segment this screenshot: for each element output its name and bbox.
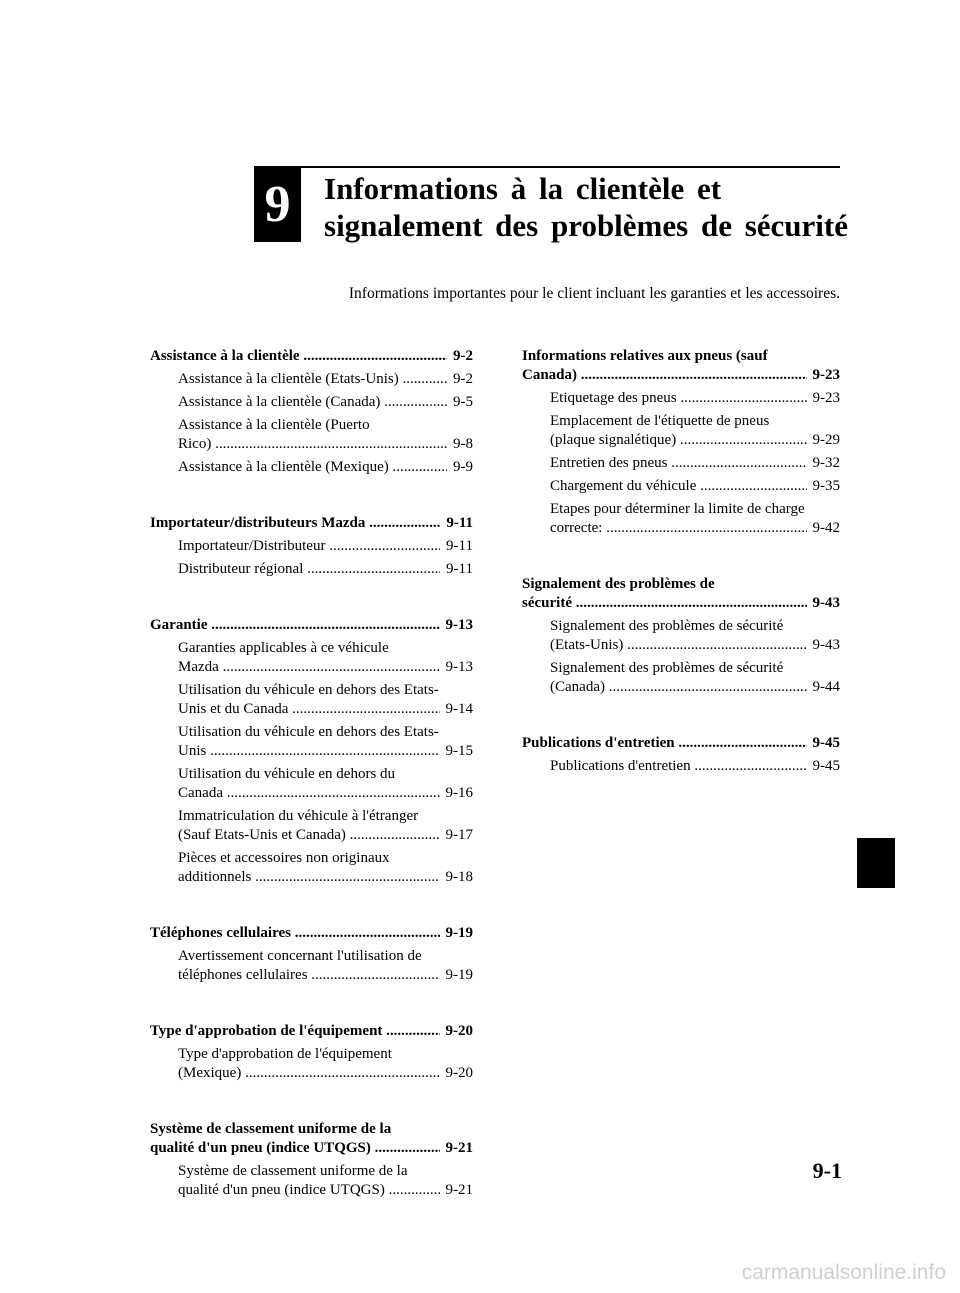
toc-entry-title-line: Utilisation du véhicule en dehors du — [178, 766, 396, 782]
chapter-title — [324, 170, 848, 244]
toc-entry[interactable] — [522, 412, 840, 450]
toc-entry[interactable] — [150, 807, 473, 845]
toc-entry-title-line: (Canada) ..... — [550, 678, 807, 697]
toc-entry-title-line: Etiquetage des pneus ..... — [550, 389, 807, 408]
toc-section-heading-title — [150, 347, 447, 366]
toc-entry-title-line: Avertissement concernant l'utilisation de — [178, 948, 422, 964]
toc-entry[interactable] — [522, 500, 840, 538]
toc-entry-title — [550, 500, 807, 538]
toc-section-heading-title — [522, 734, 807, 753]
toc-entry-title — [550, 477, 807, 496]
toc-entry-title — [178, 560, 440, 579]
toc-entry-title-line: Etapes pour déterminer la limite de charge — [550, 501, 805, 517]
toc-section — [150, 1120, 473, 1200]
toc-entry-title — [178, 1045, 440, 1083]
toc-entry-title-line: Garanties applicables à ce véhicule — [178, 640, 389, 656]
toc-section-heading-title — [150, 1120, 440, 1158]
toc-entry-title-line: Utilisation du véhicule en dehors des Etats- — [178, 682, 439, 698]
toc-section-heading-title-line: Informations relatives aux pneus (sauf — [522, 348, 768, 364]
toc-entry-title-line: correcte: ..... — [550, 519, 807, 538]
toc-entry[interactable] — [522, 454, 840, 473]
toc-section — [150, 924, 473, 985]
toc-entry[interactable] — [150, 1045, 473, 1083]
toc-entry-page: 9-11 — [446, 561, 473, 577]
toc-entry-page: 9-15 — [445, 743, 473, 759]
toc-section-heading-title-line: Importateur/distributeurs Mazda ..... — [150, 514, 440, 533]
chapter-number-badge: 9 — [254, 168, 301, 242]
toc-entry-title-line: Type d'approbation de l'équipement — [178, 1046, 392, 1062]
toc-section-heading-page: 9-19 — [445, 925, 473, 941]
toc-entry[interactable] — [522, 477, 840, 496]
toc-entry[interactable] — [150, 681, 473, 719]
toc-entry-page: 9-17 — [445, 827, 473, 843]
toc-section-heading[interactable] — [150, 1120, 473, 1158]
toc-section-heading-page: 9-43 — [812, 595, 840, 611]
toc-section-heading-title-line: qualité d'un pneu (indice UTQGS) ..... — [150, 1139, 440, 1158]
toc-entry-title-line: Pièces et accessoires non originaux — [178, 850, 390, 866]
watermark: carmanualsonline.info — [741, 1261, 946, 1284]
toc-entry[interactable] — [150, 765, 473, 803]
toc-section-heading-title-line: Signalement des problèmes de — [522, 576, 715, 592]
toc-section-heading[interactable] — [522, 734, 840, 753]
toc-entry-page: 9-13 — [445, 659, 473, 675]
toc-entry-title — [178, 849, 440, 887]
toc-entry-title-line: Rico) ..... — [178, 435, 447, 454]
toc-entry-title-line: Assistance à la clientèle (Canada) ..... — [178, 393, 447, 412]
toc-section-heading-title-line: Type d'approbation de l'équipement ..... — [150, 1022, 440, 1041]
toc-entry-title-line: Entretien des pneus ..... — [550, 454, 807, 473]
toc-section — [150, 347, 473, 477]
toc-entry[interactable] — [150, 370, 473, 389]
toc-section — [522, 575, 840, 697]
toc-entry[interactable] — [522, 617, 840, 655]
toc-section — [522, 734, 840, 776]
toc-section-heading-page: 9-20 — [445, 1023, 473, 1039]
toc-section-heading-page: 9-23 — [812, 367, 840, 383]
toc-entry[interactable] — [150, 537, 473, 556]
toc-entry[interactable] — [150, 393, 473, 412]
toc-section-heading-title-line: Téléphones cellulaires ..... — [150, 924, 440, 943]
toc-entry-title — [550, 454, 807, 473]
toc-entry-title-line: qualité d'un pneu (indice UTQGS) ..... — [178, 1181, 440, 1200]
toc-entry-title-line: Unis et du Canada ..... — [178, 700, 440, 719]
toc-entry-page: 9-5 — [453, 394, 473, 410]
toc-section-heading-title-line: Système de classement uniforme de la — [150, 1121, 392, 1137]
toc-entry-title-line: Importateur/Distributeur ..... — [178, 537, 440, 556]
toc-entry-title — [550, 389, 807, 408]
toc-entry-title — [178, 807, 440, 845]
toc-entry-page: 9-2 — [453, 371, 473, 387]
toc-section-heading-title — [150, 1022, 440, 1041]
toc-entry-page: 9-21 — [445, 1182, 473, 1198]
header-rule — [254, 166, 840, 168]
toc-entry[interactable] — [150, 723, 473, 761]
toc-right-column — [522, 347, 840, 813]
toc-entry-title — [178, 458, 447, 477]
toc-section-heading-page: 9-21 — [445, 1140, 473, 1156]
toc-entry-title-line: Emplacement de l'étiquette de pneus — [550, 413, 770, 429]
toc-section-heading[interactable] — [522, 347, 840, 385]
toc-entry-title — [550, 617, 807, 655]
toc-entry-title — [178, 1162, 440, 1200]
toc-entry-title — [178, 639, 440, 677]
toc-section-heading-title-line: Publications d'entretien ..... — [522, 734, 807, 753]
toc-section-heading-page: 9-13 — [445, 617, 473, 633]
toc-section-heading-page: 9-2 — [453, 348, 473, 364]
toc-section-heading[interactable] — [150, 1022, 473, 1041]
toc-section-heading-title-line: Canada) ..... — [522, 366, 807, 385]
toc-section — [150, 514, 473, 579]
toc-entry-page: 9-8 — [453, 436, 473, 452]
toc-entry-title — [178, 681, 440, 719]
toc-section-heading-title-line: sécurité ..... — [522, 594, 807, 613]
chapter-title-line-2: signalement des problèmes de sécurité — [324, 208, 848, 243]
toc-section-heading-title — [150, 616, 440, 635]
toc-entry-page: 9-29 — [812, 432, 840, 448]
toc-entry[interactable] — [150, 639, 473, 677]
toc-section-heading-title — [522, 347, 807, 385]
toc-entry-title-line: (Sauf Etats-Unis et Canada) ..... — [178, 826, 440, 845]
toc-entry-title-line: (Etats-Unis) ..... — [550, 636, 807, 655]
toc-entry-page: 9-16 — [445, 785, 473, 801]
toc-entry-page: 9-11 — [446, 538, 473, 554]
toc-entry[interactable] — [522, 659, 840, 697]
toc-entry-title — [178, 765, 440, 803]
toc-entry-title-line: Mazda ..... — [178, 658, 440, 677]
toc-entry-title-line: Assistance à la clientèle (Etats-Unis) ..... — [178, 370, 447, 389]
toc-entry-title-line: Système de classement uniforme de la — [178, 1163, 408, 1179]
toc-entry[interactable] — [522, 757, 840, 776]
toc-entry-title-line: Chargement du véhicule ..... — [550, 477, 807, 496]
toc-section-heading-title-line: Assistance à la clientèle ..... — [150, 347, 447, 366]
toc-entry-title-line: Unis ..... — [178, 742, 440, 761]
toc-entry-title-line: Immatriculation du véhicule à l'étranger — [178, 808, 419, 824]
toc-entry[interactable] — [150, 458, 473, 477]
toc-entry-title — [178, 393, 447, 412]
toc-entry-title-line: Signalement des problèmes de sécurité — [550, 618, 784, 634]
toc-entry[interactable] — [150, 947, 473, 985]
toc-section — [150, 1022, 473, 1083]
toc-section — [150, 616, 473, 887]
toc-entry-page: 9-45 — [812, 758, 840, 774]
chapter-title-line-1: Informations à la clientèle et — [324, 171, 722, 206]
toc-entry-page: 9-32 — [812, 455, 840, 471]
chapter-thumb-tab — [857, 838, 895, 888]
toc-entry-page: 9-44 — [812, 679, 840, 695]
toc-entry-title-line: (Mexique) ..... — [178, 1064, 440, 1083]
toc-section-heading[interactable] — [150, 347, 473, 366]
toc-entry-title-line: téléphones cellulaires ..... — [178, 966, 440, 985]
toc-entry-title-line: Utilisation du véhicule en dehors des Etats- — [178, 724, 439, 740]
toc-entry-page: 9-19 — [445, 967, 473, 983]
toc-section-heading-title — [150, 514, 440, 533]
toc-entry-page: 9-42 — [812, 520, 840, 536]
toc-entry-title-line: Assistance à la clientèle (Mexique) ..... — [178, 458, 447, 477]
toc-entry[interactable] — [150, 560, 473, 579]
toc-entry-page: 9-43 — [812, 637, 840, 653]
toc-entry[interactable] — [150, 1162, 473, 1200]
toc-section-heading-page: 9-45 — [812, 735, 840, 751]
toc-entry-page: 9-9 — [453, 459, 473, 475]
toc-entry-title — [178, 947, 440, 985]
toc-entry-page: 9-18 — [445, 869, 473, 885]
toc-section-heading-title — [522, 575, 807, 613]
toc-entry-title-line: Assistance à la clientèle (Puerto — [178, 417, 370, 433]
toc-entry-title — [550, 757, 807, 776]
toc-entry-title-line: (plaque signalétique) ..... — [550, 431, 807, 450]
toc-entry-page: 9-20 — [445, 1065, 473, 1081]
toc-entry-title-line: Publications d'entretien ..... — [550, 757, 807, 776]
toc-entry-page: 9-35 — [812, 478, 840, 494]
toc-left-column — [150, 347, 473, 1237]
toc-section-heading-page: 9-11 — [446, 515, 473, 531]
toc-entry-title — [178, 537, 440, 556]
toc-entry-page: 9-23 — [812, 390, 840, 406]
toc-section-heading[interactable] — [150, 514, 473, 533]
toc-entry-title-line: Canada ..... — [178, 784, 440, 803]
toc-entry-title — [178, 723, 440, 761]
chapter-subtitle: Informations importantes pour le client incluant les garanties et les accessoires. — [348, 285, 840, 302]
toc-entry-title — [550, 412, 807, 450]
toc-entry[interactable] — [150, 416, 473, 454]
toc-section-heading-title — [150, 924, 440, 943]
toc-entry-title-line: Distributeur régional ..... — [178, 560, 440, 579]
toc-section — [522, 347, 840, 538]
toc-entry-page: 9-14 — [445, 701, 473, 717]
page-number: 9-1 — [812, 1158, 842, 1183]
toc-entry-title-line: additionnels ..... — [178, 868, 440, 887]
toc-entry-title-line: Signalement des problèmes de sécurité — [550, 660, 784, 676]
toc-section-heading[interactable] — [522, 575, 840, 613]
toc-section-heading[interactable] — [150, 924, 473, 943]
toc-entry[interactable] — [150, 849, 473, 887]
toc-entry[interactable] — [522, 389, 840, 408]
toc-entry-title — [178, 370, 447, 389]
toc-entry-title — [550, 659, 807, 697]
toc-section-heading[interactable] — [150, 616, 473, 635]
toc-section-heading-title-line: Garantie ..... — [150, 616, 440, 635]
toc-entry-title — [178, 416, 447, 454]
